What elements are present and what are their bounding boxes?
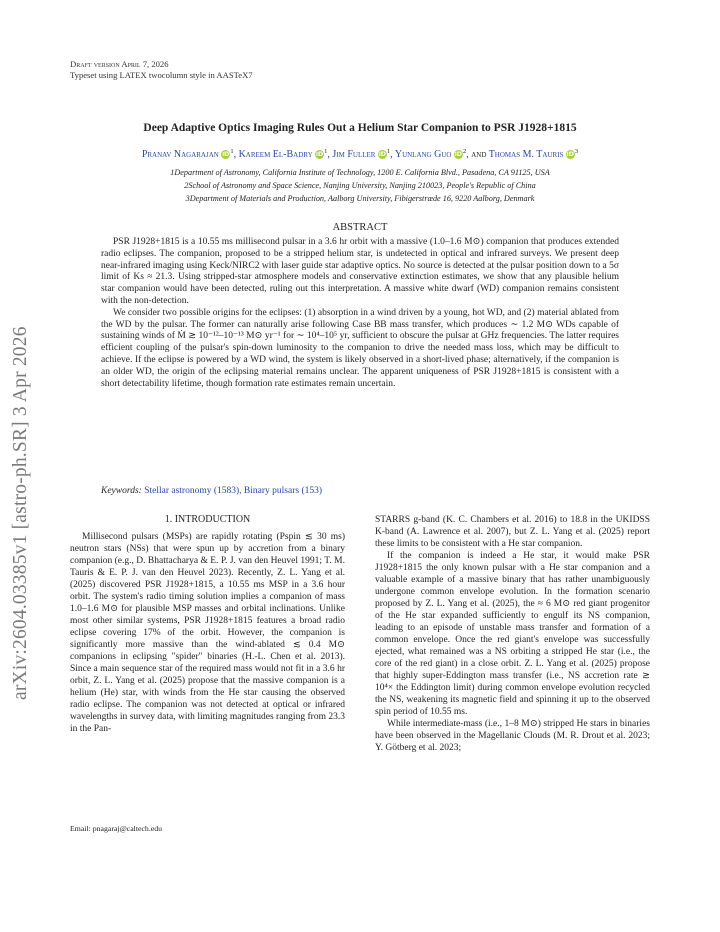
left-column [70,514,345,735]
affiliation-marker: 3 [574,148,579,155]
affiliation-2: 2School of Astronomy and Space Science, Nanjing University, Nanjing 210023, People's Republic of China [184,181,536,190]
running-header [70,59,253,81]
orcid-icon[interactable]: iD [566,150,575,158]
section-heading: 1. INTRODUCTION [164,514,251,525]
intro-paragraph: While intermediate-mass (i.e., 1–8 M⊙) stripped He stars in binaries have been observed in the Magellanic Clouds (M. R. Drout et al. 2023; Y. Götberg et al. 2023; [375,719,650,753]
affiliation-marker: 1 [230,148,234,155]
email-footnote: Email: pnagaraj@caltech.edu [70,824,163,833]
affiliation-1: 1Department of Astronomy, California Institute of Technology, 1200 E. California Blvd., Pasadena, CA 91125, USA [170,168,550,177]
author-name[interactable]: Yunlang Guo [394,149,452,160]
orcid-icon[interactable]: iD [222,150,230,158]
arxiv-identifier: arXiv:2604.03385v1 [astro-ph.SR] 3 Apr 2026 [10,326,31,700]
orcid-icon[interactable]: iD [378,150,387,158]
abstract-heading: ABSTRACT [332,222,388,233]
abstract-paragraph: We consider two possible origins for the eclipses: (1) absorption in a wind driven by a young, hot WD, and (2) material ablated from the WD by the pulsar. The former can naturally arise following Case BB mass transfer, which produces ∼ 1.2 M⊙ WDs capable of sustaining winds of Ṁ ≳ 10⁻¹²–10⁻¹³ M⊙ yr⁻¹ for ∼ 10⁴–10⁵ yr, sufficient to obscure the pulsar at GHz frequencies. The latter requires efficient coupling of the pulsar's spin-down luminosity to the companion to drive the needed mass loss, which may be difficult to achieve. If the eclipse is powered by a WD wind, the system is likely observed in a short-lived phase; alternatively, if the companion is an older WD, the origin of the eclipsing material remains unclear. The apparent uniqueness of PSR J1928+1815 is consistent with a short detectability lifetime, though formation rate estimates remain uncertain. [101,307,619,389]
keywords-links[interactable]: Stellar astronomy (1583), Binary pulsars (153) [144,486,323,496]
orcid-icon[interactable]: iD [454,150,463,158]
author-name[interactable]: Pranav Nagarajan [141,149,219,160]
affiliation-marker: 1 [386,148,391,155]
affiliation-3: 3Department of Materials and Production, Aalborg University, Fibigerstræde 16, 9220 Aalborg, Denmark [185,194,535,203]
author-name[interactable]: Jim Fuller [332,149,376,160]
author-name[interactable]: Thomas M. Tauris [488,149,564,160]
typeset-note: Typeset using LATEX twocolumn style in AASTeX7 [70,70,253,80]
author-list: Pranav Nagarajan $iD^1$, Kareem El-Badry $iD^1$, Jim Fuller $iD^1$, Yunlang Guo $iD^2$, and Thomas M. Tauris $iD^3$ [141,148,579,160]
affiliation-marker: 1 [324,148,328,155]
intro-paragraph: Millisecond pulsars (MSPs) are rapidly rotating (Pspin ≲ 30 ms) neutron stars (NSs) that were spun up by accretion from a binary companion (e.g., D. Bhattacharya & E. P. J. van den Heuvel 1991; T. M. Tauris & E. P. J. van den Heuvel 2023). Recently, Z. L. Yang et al. (2025) discovered PSR J1928+1815, a 10.55 ms MSP in a 3.6 hour orbit. The system's radio timing solution implies a companion of mass 1.0–1.6 M⊙ for plausible MSP masses and orbital inclinations. Unlike most other similar systems, PSR J1928+1815 features a broad radio eclipse covering 17% of the orbit. However, the companion is significantly more massive than the wind-ablated ≲ 0.4 M⊙ companions in eclipsing "spider" binaries (H.-L. Chen et al. 2013). Since a main sequence star of the required mass would not fit in a 3.6 hr orbit, Z. L. Yang et al. (2025) propose that the massive companion is a helium (He) star, with winds from the He star causing the observed radio eclipse. The companion was not detected at optical or infrared wavelengths in survey data, with limiting magnitudes ranging from 23.3 in the Pan- [70,532,345,734]
affiliation-marker: 2 [462,148,467,155]
author-name[interactable]: Kareem El-Badry [238,149,313,160]
intro-paragraph: If the companion is indeed a He star, it would make PSR J1928+1815 the only known pulsar with a He star companion and a valuable example of a massive binary that has rather unambiguously undergone common envelope evolution. In the formation scenario proposed by Z. L. Yang et al. (2025), the ≈ 6 M⊙ red giant progenitor of the He star expanded sufficiently to engulf its NS companion, leading to an episode of unstable mass transfer and formation of a common envelope. Once the red giant's envelope was successfully ejected, what remained was a NS orbiting a stripped He star (i.e., the core of the red giant) in a close orbit. Z. L. Yang et al. (2025) propose that highly super-Eddington mass transfer (i.e., NS accretion rate ≳ 10⁴× the Eddington limit) during common envelope evolution recycled the NS, weakening its magnetic field and spinning it up to the observed spin period of 10.55 ms. [375,551,650,717]
abstract-body [101,237,619,390]
keywords-label: Keywords: [101,486,142,496]
paper-title: Deep Adaptive Optics Imaging Rules Out a Helium Star Companion to PSR J1928+1815 [143,122,577,134]
abstract-paragraph: PSR J1928+1815 is a 10.55 ms millisecond pulsar in a 3.6 hr orbit with a massive (1.0–1.6 M⊙) companion that produces extended radio eclipses. The companion, proposed to be a stripped helium star, is undetected in optical and infrared surveys. We present deep near-infrared imaging using Keck/NIRC2 with laser guide star adaptive optics. No source is detected at the pulsar position down to a 5σ limit of Ks ≈ 21.3. Using stripped-star atmosphere models and conservative extinction estimates, we show that any plausible helium star companion would have been detected, ruling out this interpretation. A massive white dwarf (WD) companion remains consistent with the non-detection. [101,237,619,306]
draft-version: Draft version April 7, 2026 [70,59,169,69]
right-column [375,514,650,754]
orcid-icon[interactable]: iD [316,150,324,158]
intro-paragraph: STARRS g-band (K. C. Chambers et al. 2016) to 18.8 in the UKIDSS K-band (A. Lawrence et al. 2007), but Z. L. Yang et al. (2025) report these limits to be consistent with a He star companion. [375,515,650,549]
keywords [101,486,322,496]
author-and: and [471,149,487,160]
